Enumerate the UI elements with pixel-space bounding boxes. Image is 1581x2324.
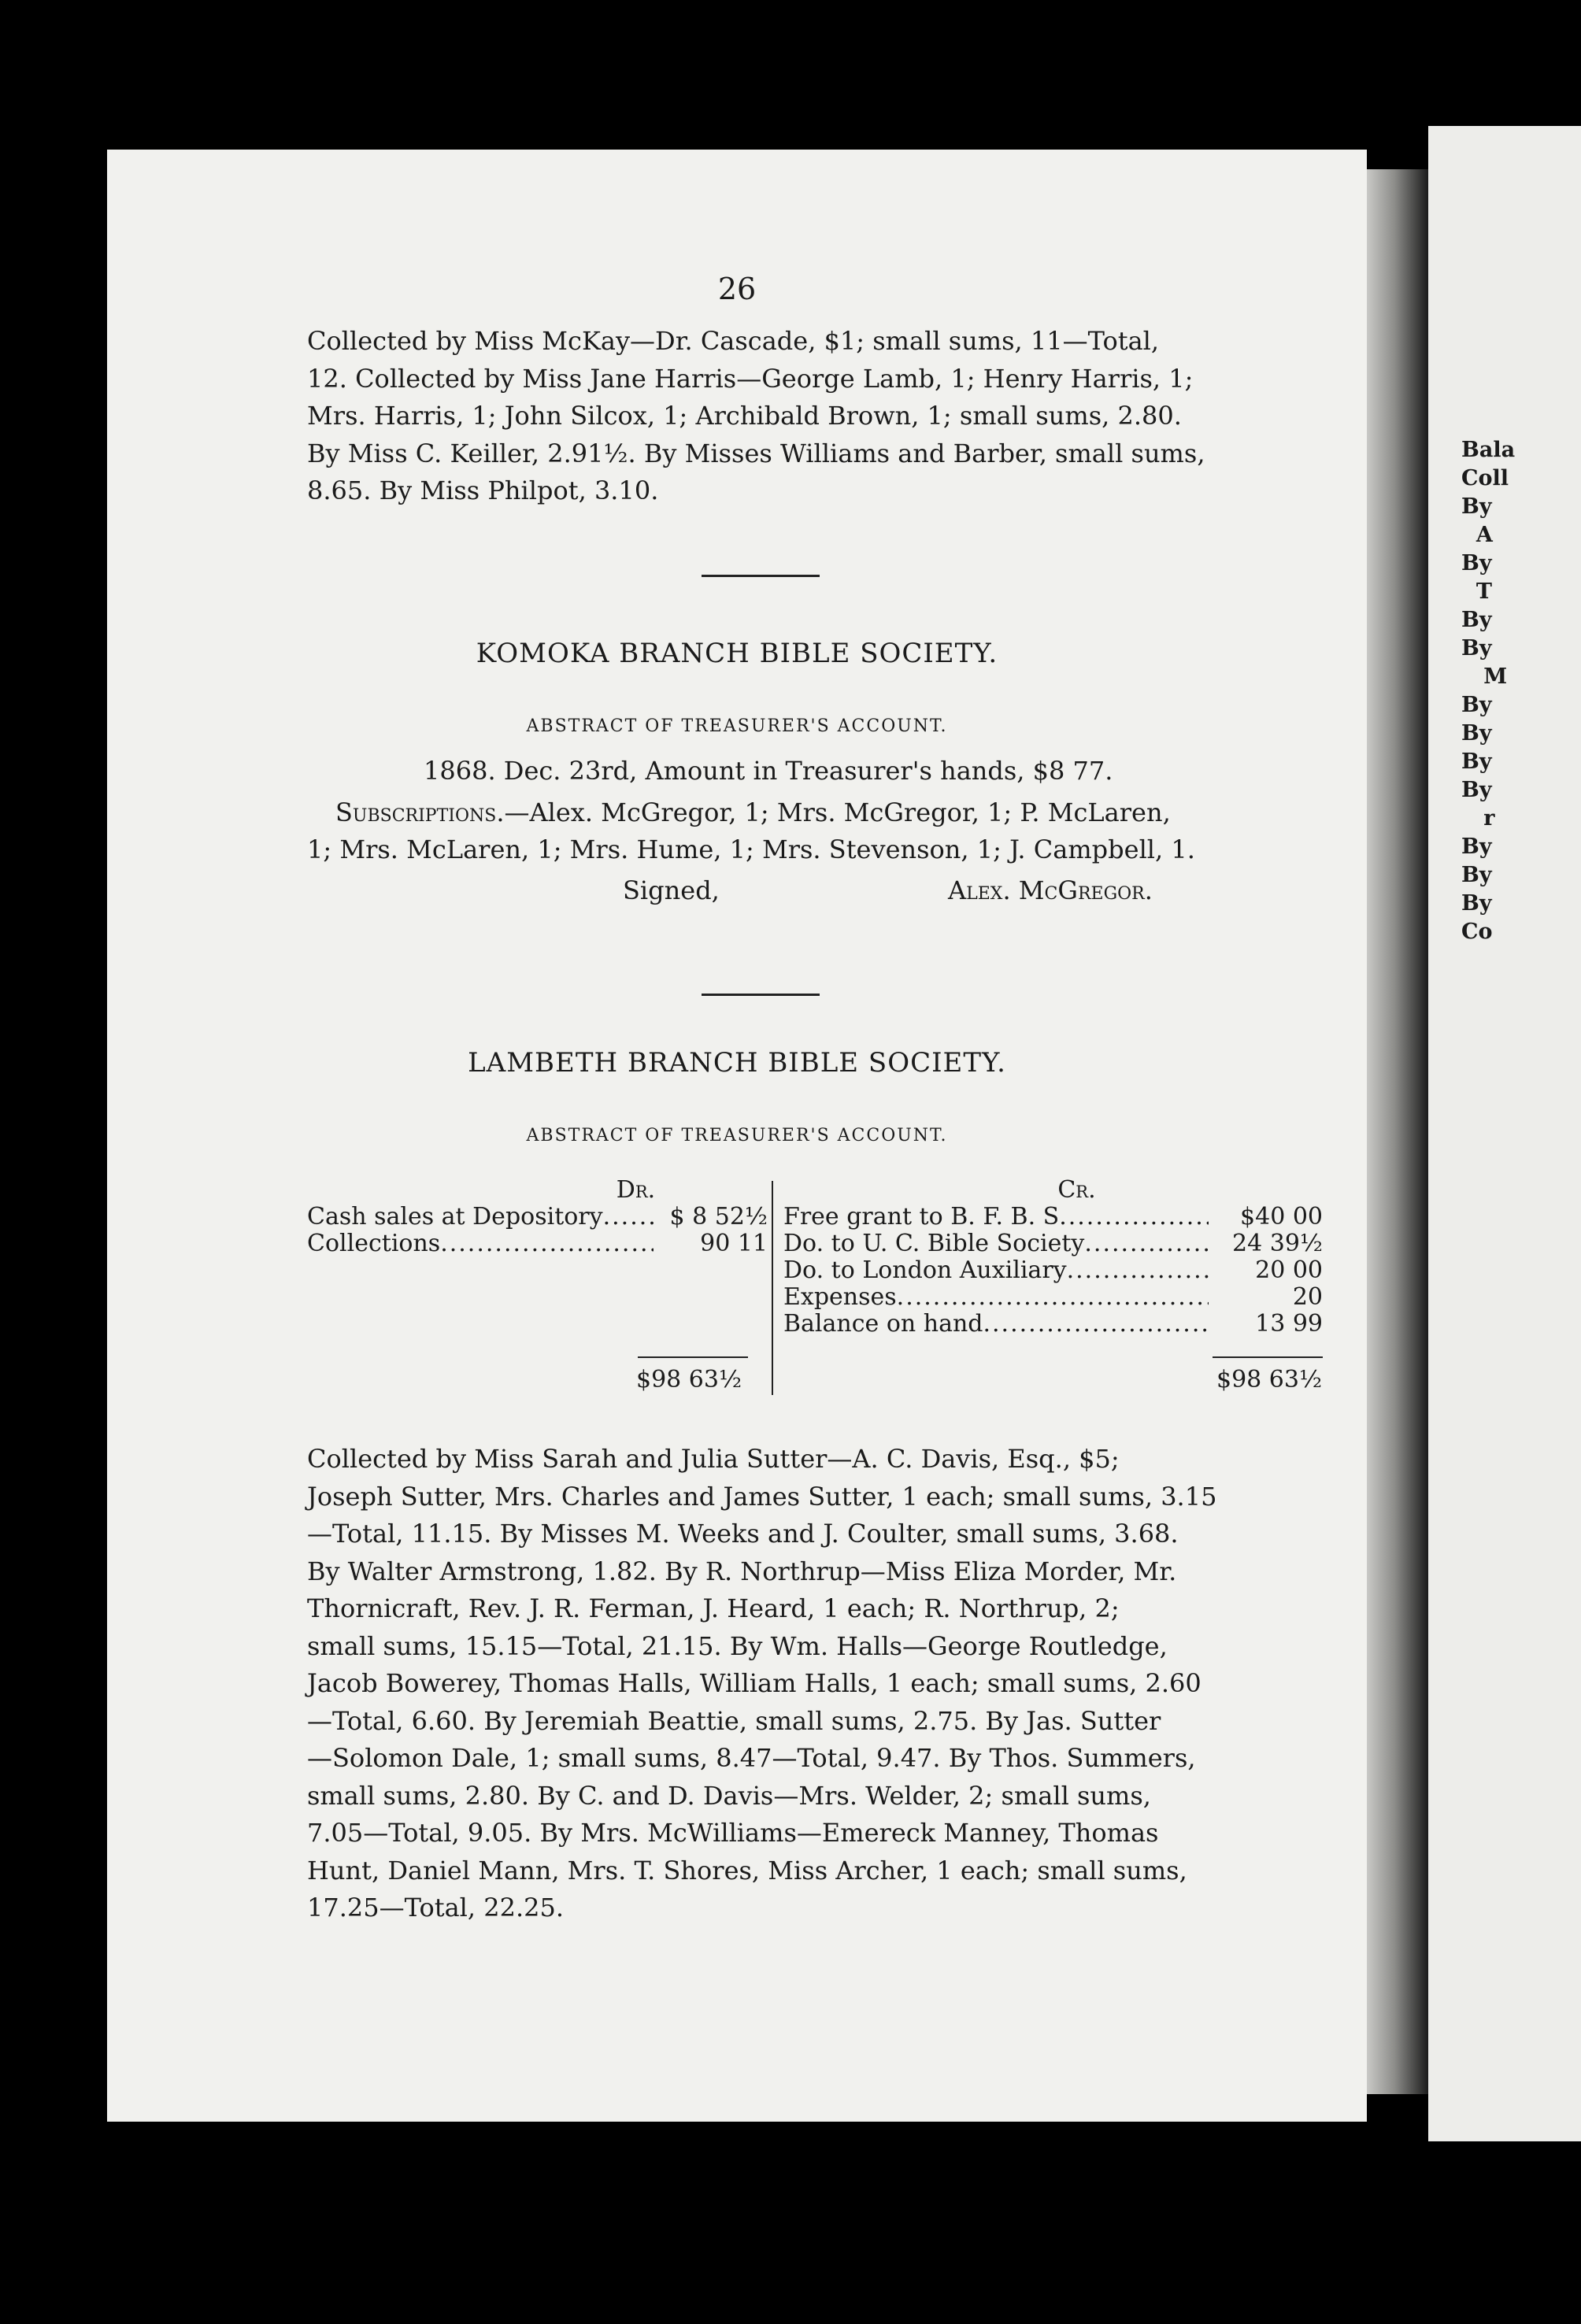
credit-total-rule [1213, 1356, 1323, 1358]
leader-dots [1084, 1230, 1209, 1257]
credit-label: Do. to U. C. Bible Society [783, 1230, 1085, 1257]
subscriptions-label: Subscriptions. [335, 797, 505, 827]
debit-label: Collections [307, 1230, 441, 1257]
column-divider [772, 1181, 773, 1395]
paragraph-line: Collected by Miss McKay—Dr. Cascade, $1; small sums, 11—Total, [307, 326, 1160, 356]
credit-amount: 24 39½ [1232, 1230, 1323, 1257]
fragment: T [1475, 579, 1492, 604]
komoka-amount-line: 1868. Dec. 23rd, Amount in Treasurer's hands, $8 77. [424, 756, 1113, 786]
paragraph-line: small sums, 15.15—Total, 21.15. By Wm. Halls—George Routledge, [307, 1630, 1168, 1661]
leader-dots [1067, 1257, 1209, 1284]
debit-column [307, 1177, 768, 1257]
fragment: A [1475, 523, 1493, 547]
komoka-title: KOMOKA BRANCH BIBLE SOCIETY. [476, 638, 998, 669]
fragment: By [1461, 636, 1492, 661]
komoka-signer: Alex. McGregor. [948, 875, 1153, 905]
credit-amount: $40 00 [1240, 1203, 1323, 1230]
paragraph-line: Jacob Bowerey, Thomas Halls, William Halls, 1 each; small sums, 2.60 [307, 1668, 1201, 1698]
paragraph-line: Hunt, Daniel Mann, Mrs. T. Shores, Miss Archer, 1 each; small sums, [307, 1855, 1187, 1885]
fragment: By [1461, 494, 1492, 519]
paragraph-line: Joseph Sutter, Mrs. Charles and James Sutter, 1 each; small sums, 3.15 [307, 1481, 1217, 1512]
fragment: By [1461, 891, 1492, 916]
debit-row [307, 1204, 768, 1230]
komoka-subscriptions-line-2: 1; Mrs. McLaren, 1; Mrs. Hume, 1; Mrs. Stevenson, 1; J. Campbell, 1. [307, 834, 1195, 864]
paragraph-line: small sums, 2.80. By C. and D. Davis—Mrs. Welder, 2; small sums, [307, 1780, 1151, 1811]
credit-total: $98 63½ [1216, 1366, 1323, 1393]
paragraph-line: Collected by Miss Sarah and Julia Sutter—A. C. Davis, Esq., $5; [307, 1444, 1120, 1474]
section-divider [702, 575, 820, 577]
leader-dots [983, 1311, 1209, 1338]
debit-label: Cash sales at Depository [307, 1203, 603, 1230]
paragraph-line: —Total, 11.15. By Misses M. Weeks and J. Coulter, small sums, 3.68. [307, 1519, 1179, 1549]
fragment: Co [1461, 920, 1493, 944]
lambeth-title: LAMBETH BRANCH BIBLE SOCIETY. [468, 1047, 1006, 1079]
paragraph-line: 12. Collected by Miss Jane Harris—George Lamb, 1; Henry Harris, 1; [307, 363, 1194, 394]
credit-row [783, 1311, 1323, 1338]
debit-amount: 90 11 [700, 1230, 768, 1257]
page-number: 26 [717, 272, 757, 306]
credit-amount: 13 99 [1255, 1310, 1323, 1338]
credit-row [783, 1230, 1323, 1257]
page-gutter [1367, 169, 1428, 2094]
credit-label: Expenses [783, 1283, 897, 1311]
paragraph-line: Mrs. Harris, 1; John Silcox, 1; Archibald Brown, 1; small sums, 2.80. [307, 401, 1182, 431]
credit-row [783, 1284, 1323, 1311]
fragment: Bala [1461, 438, 1516, 462]
fragment: By [1461, 721, 1492, 746]
fragment: By [1461, 551, 1492, 575]
fragment: By [1461, 778, 1492, 802]
collections-paragraph-2 [307, 1441, 1323, 1927]
credit-label: Balance on hand [783, 1310, 983, 1338]
debit-total-rule [638, 1356, 748, 1358]
credit-amount: 20 [1292, 1283, 1323, 1311]
paragraph-line: Thornicraft, Rev. J. R. Ferman, J. Heard, 1 each; R. Northrup, 2; [307, 1593, 1120, 1623]
treasurer-account-table [307, 1177, 1323, 1413]
credit-label: Do. to London Auxiliary [783, 1256, 1067, 1284]
leader-dots [440, 1230, 654, 1257]
leader-dots [897, 1284, 1209, 1311]
credit-header: Cr. [1057, 1176, 1096, 1204]
fragment: By [1461, 834, 1492, 859]
paragraph-line: 17.25—Total, 22.25. [307, 1893, 565, 1922]
credit-row [783, 1257, 1323, 1284]
collections-paragraph-1 [307, 323, 1323, 510]
fragment: By [1461, 693, 1492, 717]
debit-row [307, 1230, 768, 1257]
paragraph-line: 8.65. By Miss Philpot, 3.10. [307, 476, 659, 505]
komoka-subtitle: ABSTRACT OF TREASURER'S ACCOUNT. [526, 716, 948, 736]
lambeth-subtitle: ABSTRACT OF TREASURER'S ACCOUNT. [526, 1126, 948, 1145]
debit-amount: $ 8 52½ [669, 1203, 768, 1230]
fragment: By [1461, 863, 1492, 887]
paragraph-line: —Solomon Dale, 1; small sums, 8.47—Total, 9.47. By Thos. Summers, [307, 1743, 1196, 1773]
paragraph-line: By Walter Armstrong, 1.82. By R. Northrup—Miss Eliza Morder, Mr. [307, 1556, 1177, 1586]
komoka-signed: Signed, [623, 875, 720, 905]
credit-row [783, 1204, 1323, 1230]
credit-amount: 20 00 [1255, 1256, 1323, 1284]
fragment: M [1483, 664, 1508, 689]
leader-dots [603, 1204, 654, 1230]
paragraph-line: —Total, 6.60. By Jeremiah Beattie, small sums, 2.75. By Jas. Sutter [307, 1705, 1161, 1736]
fragment: r [1483, 806, 1495, 831]
fragment: Coll [1461, 466, 1509, 490]
paragraph-line: By Miss C. Keiller, 2.91½. By Misses Williams and Barber, small sums, [307, 438, 1205, 468]
komoka-subscriptions-line-1 [335, 797, 1171, 827]
section-divider [702, 994, 820, 996]
leader-dots [1059, 1204, 1209, 1230]
credit-column [783, 1177, 1323, 1338]
fragment: By [1461, 608, 1492, 632]
facing-page-fragments [1461, 436, 1515, 946]
fragment: By [1461, 749, 1492, 774]
subscriptions-text: —Alex. McGregor, 1; Mrs. McGregor, 1; P. McLaren, [504, 797, 1171, 827]
debit-header: Dr. [616, 1176, 656, 1204]
main-page [107, 150, 1367, 2122]
paragraph-line: 7.05—Total, 9.05. By Mrs. McWilliams—Emereck Manney, Thomas [307, 1818, 1159, 1848]
debit-total: $98 63½ [636, 1366, 742, 1393]
credit-label: Free grant to B. F. B. S [783, 1203, 1060, 1230]
facing-page [1428, 126, 1581, 2141]
